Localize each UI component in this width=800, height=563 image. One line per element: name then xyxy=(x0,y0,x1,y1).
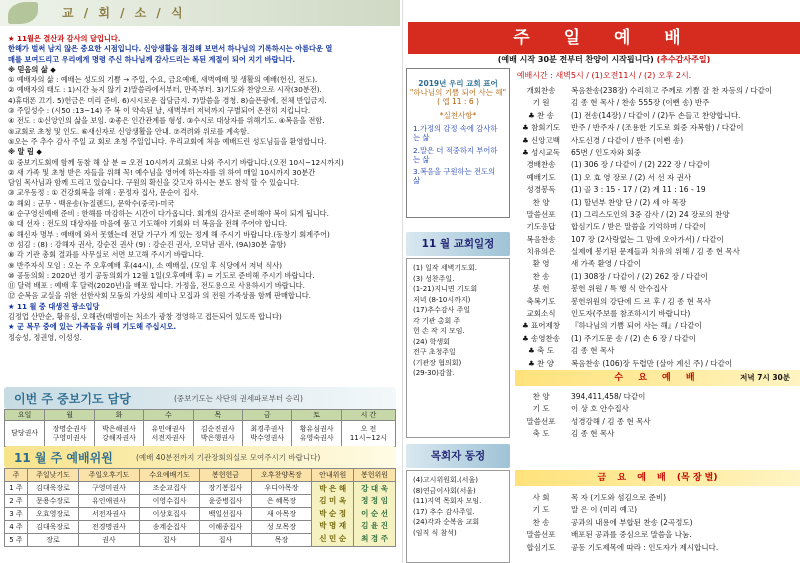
wednesday-row-label: 찬 양 xyxy=(532,392,550,401)
friday-row xyxy=(515,517,800,529)
schedule-list xyxy=(406,258,510,438)
sunday-row xyxy=(515,135,800,147)
wednesday-row-label: 축 도 xyxy=(532,429,550,439)
committee-cell: 유인애권사 xyxy=(79,495,140,508)
committee-head-cell: 주 xyxy=(5,469,28,482)
committee-cell: 이해종집사 xyxy=(200,521,251,534)
sunday-row-label: ♣ 찬 송 xyxy=(528,110,554,120)
committee-cell: 권사 xyxy=(79,534,140,547)
sunday-row-label: ♣ 찬 양 xyxy=(528,358,554,368)
committee-cell: 이영수집사 xyxy=(139,495,200,508)
committee-head-cell: 봉헌위원 xyxy=(354,469,396,482)
friday-row xyxy=(515,504,800,516)
committee-cell: 3 주 xyxy=(5,508,28,521)
sunday-row xyxy=(515,221,800,233)
wednesday-time: 저녁 7시 30분 xyxy=(740,373,790,382)
intercession-head-cell: 요일 xyxy=(5,410,45,421)
news-line: ⑧ 각 기관 총회 결과를 사무실로 서면 보고해 주시기 바랍니다. xyxy=(8,250,204,260)
sunday-row-content: (1) 전송(14장) / 다같이 / (2)두 손들고 찬양합니다. xyxy=(571,110,741,120)
friday-row-label: 기 도 xyxy=(532,505,550,515)
schedule-item: (1-21)지니면 기도회 xyxy=(413,285,478,293)
pastor-list xyxy=(406,470,510,563)
friday-title: 금 요 예 배 xyxy=(597,473,670,483)
sunday-row xyxy=(515,296,800,308)
sunday-row xyxy=(515,172,800,184)
wednesday-row-content: 김 종 현 목사 xyxy=(571,429,615,439)
friday-row xyxy=(515,542,800,554)
pastor-item: (11)지역 목회자 모임. xyxy=(413,497,482,505)
friday-row-content: 공과의 내용에 부합된 찬송 (2곡정도) xyxy=(571,517,693,527)
news-line: 4)휴대폰 끄기. 5)헌금은 미리 준비. 6)시시로운 잡담금지. 7)말씀을 경청. 8)슬픈광에, 전체 반입금지. xyxy=(8,95,327,105)
intercession-head-cell: 토 xyxy=(292,410,341,421)
wednesday-row-content: 394,411,458/ 다같이 xyxy=(571,392,646,401)
sunday-row xyxy=(515,197,800,209)
news-line: ④ 전도 : ①신앙인의 삶을 보임. ②좋은 인간관계를 형성. ③수시로 대상자를 위해기도. ④복음을 전함. xyxy=(8,116,325,126)
committee-cell: 구영미권사 xyxy=(79,482,140,495)
header-title: 교 / 회 / 소 / 식 xyxy=(62,6,186,20)
committee-cell: 5 주 xyxy=(5,534,28,547)
sunday-row xyxy=(515,358,800,370)
news-line: ⑩ 공동의회 : 2020년 정기 공동의회가 12월 1일(오후예배 후) = 기도로 준비해 주시기 바랍니다. xyxy=(8,270,315,280)
sunday-row-label: ♣ 표어제창 xyxy=(521,321,561,331)
practice-title: *실천사항* xyxy=(439,111,477,120)
sunday-row-content: 새 가족 환영 / 다같이 xyxy=(571,259,642,269)
sunday-row-content: 김 종 현 목사 / 찬송 555장 (이뻔 송) 반주 xyxy=(571,98,710,108)
sunday-row-label: 치유의은 xyxy=(526,247,556,257)
intercession-head-cell: 월 xyxy=(45,410,94,421)
news-line: ⑤교회로 초청 및 인도. ⑥새신자로 신앙생활을 안내. ⑦격려와 위로를 계속함. xyxy=(8,126,250,136)
sunday-row-content: (1) 그리스도인의 3중 감사 / (2) 24 장로의 찬양 xyxy=(571,209,730,219)
news-line: ★ 11 월 중 대생전 광소입당 xyxy=(8,301,100,311)
practice-item: 1.가정의 감정 속에 감사하는 삶 xyxy=(413,124,498,143)
intercession-cell: 김순진권사 박은행권사 xyxy=(193,421,242,447)
intercession-cell: 유민애권사 서전자권사 xyxy=(144,421,193,447)
committee-head-cell: 주일낮기도 xyxy=(27,469,78,482)
committee-cell: 은 혜목장 xyxy=(251,495,312,508)
news-line: ③ 주일성수 : (시50 :13~14) 주 복 이 약속된 날, 새벽부터 저녁까지 구별되어 온전히 지킵니다. xyxy=(8,106,311,116)
sunday-row xyxy=(515,209,800,221)
sunday-row xyxy=(515,271,800,283)
worship-committee-header xyxy=(4,446,396,468)
intercession-head-cell: 수 xyxy=(144,410,193,421)
friday-row xyxy=(515,492,800,504)
news-line: 김정업 산만순, 황유심, 오해관(태범이는 처소가 광창 경영하고 접든되어 있도록 합니다) xyxy=(8,312,282,322)
sunday-row-content: 반주 / 반주자 / (조용한 기도로 회중 자복함) / 다같이 xyxy=(571,123,744,133)
pastor-item: (24)각과 순복음 교회 xyxy=(413,518,480,526)
schedule-item: (기관장 협의회) xyxy=(413,358,462,367)
news-line: ⑦ 섬김 : (8) : 강해자 권사, 강순진 권사 (9) : 강순진 권사, 오덕남 권사, (9A)30분 출항) xyxy=(8,239,287,249)
committee-cell: 조순교집사 xyxy=(139,482,200,495)
motto-verse: "하나님의 기쁨 되어 사는 해" xyxy=(409,88,507,97)
sunday-row-content: 107 장 (2사랑없는 그 맘에 오아가서) / 다같이 xyxy=(571,234,724,244)
committee-cell: 집사 xyxy=(200,534,251,547)
sunday-row xyxy=(515,122,800,134)
news-line: ⑤오는 주 추수 감사 주일 교 회로 초청 주일입니다. 우리교회에 처음 예배드린 성도님들을 환영합니다. xyxy=(8,136,327,146)
intercession-head-cell: 목 xyxy=(193,410,242,421)
sunday-row-label: 말씀선포 xyxy=(526,209,556,219)
committee-cell: 김대욱장로 xyxy=(27,482,78,495)
sunday-row-content: 인도자(주보를 참조하시기 바랍니다) xyxy=(571,309,691,319)
sunday-row-label: 찬 송 xyxy=(532,271,550,281)
committee-cell: 성 모목장 xyxy=(251,521,312,534)
friday-row-content: 공동 기도제목에 따라 : 인도자가 제시합니다. xyxy=(571,542,719,552)
schedule-item: (17)추수감사 주일 xyxy=(413,306,471,314)
sunday-row-content: (1) 주기도문 송 / (2) 손 6 장 / 다같이 xyxy=(571,333,696,343)
offering-committee: 강 대 욱 정 정 임 이 순 선 김 윤 진 최 경 주 xyxy=(354,482,396,547)
sunday-row-label: ♣ 성시교독 xyxy=(521,147,561,157)
sunday-row xyxy=(515,246,800,258)
news-line: 매를 보여드리고 우리에게 명령 주신 하나님께 감사드리는 복된 계절이 되어 지기 바랍니다. xyxy=(8,54,296,64)
wednesday-row-label: 기 도 xyxy=(532,404,550,414)
committee-cell: 목장 xyxy=(251,534,312,547)
intercession-subtitle: (중보기도는 사단의 권세파로부터 승리) xyxy=(174,394,303,403)
sunday-note: (예배 시작 30분 전부터 찬양이 시작됩니다) xyxy=(497,55,654,64)
committee-cell: 장로 xyxy=(27,534,78,547)
friday-order xyxy=(515,492,800,554)
committee-row xyxy=(5,482,396,495)
schedule-item: 저녁 (8-10시까지) xyxy=(413,295,471,304)
committee-head-cell: 수요예배기도 xyxy=(139,469,200,482)
sunday-row xyxy=(515,333,800,345)
news-line: ① 예배자의 삶 : 예배는 성도의 기쁨 → 주일, 수요, 금요예배, 새벽예배 및 생활의 예배(헌신, 전도). xyxy=(8,75,318,85)
committee-cell: 송계순집사 xyxy=(139,521,200,534)
intercession-section-header xyxy=(4,387,396,409)
committee-head-cell: 주일오후기도 xyxy=(79,469,140,482)
schedule-item: 각 기관 총회 주 xyxy=(413,316,461,325)
pastor-item: (4)고시위원회.(서울) xyxy=(413,476,478,484)
news-line: ⑤ 대 선자 : 전도의 대상자를 마음에 품고 기도해야 기회와 더 복음을 전해 주어야 합니다. xyxy=(8,219,288,229)
news-line: ② 해외 : 군무 - 백운송(뉴질랜드), 문학수(중국)-미국 xyxy=(8,198,175,208)
committee-cell: 문용수장로 xyxy=(27,495,78,508)
schedule-item: 헌 손 작 지 모임. xyxy=(413,327,465,335)
sunday-row-label: 교회소식 xyxy=(526,309,556,319)
sunday-row-content: 봉헌위원의 강단에 드 르 후 / 김 종 현 목사 xyxy=(571,296,711,306)
news-line: ⑨ 반주자식 모임 : 오는 주 오후예배 후(44시), 소 예배실, (모임 후 식당에서 저녁 식사) xyxy=(8,260,283,270)
news-line: ③ 교우동정 : ① 건강회복을 위해 : 문정자 집사, 문순이 집사. xyxy=(8,188,199,198)
wednesday-row xyxy=(515,403,800,415)
sunday-row-content: 『하나님의 기쁨 되어 사는 해』/ 다같이 xyxy=(571,321,702,331)
intercession-cell: 담당권사 xyxy=(5,421,45,447)
sunday-row-label: 환 영 xyxy=(532,259,550,269)
service-times: 예배시간 : 새벽5시 / (1)오전11시 / (2) 오후 2시. xyxy=(516,71,692,80)
schedule-item: (3) 성찬주일. xyxy=(413,274,455,283)
news-line: ⑥ 해신자 명부 : 예배에 와서 못했는데 전달 가구가 게 있는 정계 해 주시기 바랍니다.(동창기 회계주어) xyxy=(8,229,330,239)
motto-box xyxy=(406,68,510,218)
sunday-row xyxy=(515,345,800,357)
practice-item: 3.복음을 구원하는 전도의 삶 xyxy=(413,167,496,186)
schedule-item: (24) 학생회 xyxy=(413,337,450,346)
wednesday-order xyxy=(515,391,800,441)
sunday-row-label: 기 원 xyxy=(532,98,550,108)
sunday-row-content: 김 종 현 목사 xyxy=(571,346,615,356)
sunday-row xyxy=(515,159,800,171)
sunday-row-content: 봉헌 위원 / 특 행 식 안수집사 xyxy=(571,284,668,294)
intercession-head-cell: 금 xyxy=(243,410,292,421)
intercession-cell: 황유심권사 유영숙권사 xyxy=(292,421,341,447)
guide-committee: 박 은 해 김 미 옥 박 순 정 박 명 재 신 민 순 xyxy=(312,482,354,547)
sunday-row xyxy=(515,110,800,122)
friday-row-content: 목 자 (기도와 섬김으로 준비) xyxy=(571,493,667,502)
committee-head-cell: 봉헌헌금 xyxy=(200,469,251,482)
worship-committee-table xyxy=(4,468,396,547)
news-line: ① 중보기도회에 함께 동참 해 살 분 = 오전 10시까지 교회로 나와 주시기 바랍니다.(오전 10시~12시까지) xyxy=(8,157,344,167)
friday-row-label: 합심기도 xyxy=(526,542,556,552)
committee-cell: 서전자권사 xyxy=(79,508,140,521)
news-line: ② 새 가족 및 초청 받은 자들을 위해 꼭! 예수님을 영어에 하는자를 위 하여 매일 10시까지 30분간 xyxy=(8,167,316,177)
wednesday-row-content: 성경강해 / 김 종 현 목사 xyxy=(571,416,651,426)
friday-row-content: 말 은 이 (미리 예고) xyxy=(571,505,638,515)
friday-row-label: 말씀선포 xyxy=(526,530,556,540)
committee-cell: 백일선집사 xyxy=(200,508,251,521)
schedule-item: (1) 일작 세벽기도회. xyxy=(413,264,477,272)
sunday-row-content: (1) 오 효 영 장로 / (2) 서 선 자 권사 xyxy=(571,172,692,182)
sunday-row-label: 복음찬송 xyxy=(526,234,556,244)
motto-ref: ( 엡 11 : 6 ) xyxy=(437,97,479,106)
sunday-row-content: 65번 / 인도자와 회중 xyxy=(571,147,641,157)
friday-row-content: 배포된 공과를 중심으로 말씀을 나눔. xyxy=(571,530,692,540)
committee-cell: 윤중병집사 xyxy=(200,495,251,508)
sunday-row xyxy=(515,283,800,295)
intercession-table xyxy=(4,409,396,447)
sunday-row-label: 개회찬송 xyxy=(526,86,556,95)
committee-cell: 장기봉집사 xyxy=(200,482,251,495)
committee-cell: 김대욱장로 xyxy=(27,521,78,534)
intercession-head-cell: 화 xyxy=(94,410,143,421)
practice-item: 2.말은 더 적중하지 부어하는 삶 xyxy=(413,145,498,164)
news-line: ⑫ 순복음 교실을 위한 선한사회 모둠의 가상의 세미나 모집과 의 전원 가족상품 함께 판매합니다. xyxy=(8,291,312,301)
sunday-row-content: 실제에 봉기된 문제들과 치유의 위해 / 김 종 현 목사 xyxy=(571,247,740,257)
header-banner xyxy=(0,0,400,26)
friday-row-label: 사 회 xyxy=(532,493,550,502)
committee-cell: 새 아목장 xyxy=(251,508,312,521)
sunday-worship-subtitle xyxy=(408,54,800,66)
news-line: ② 예배자의 태도 : 1)시간 늦지 않기 2)말씀라에서부터, 만족부터. 3)기도와 찬양으로 시작(30분전). xyxy=(8,85,322,95)
news-line: ⑪ 달력 배포 : 예배 후 달력(2020년)을 배포 합니다. 가정을, 전도용으로 사용하시기 바랍니다. xyxy=(8,281,305,291)
pastor-title: 목회자 동정 xyxy=(406,444,510,468)
sunday-row-label: 기도응답 xyxy=(526,222,556,232)
news-line: 담임 목사님과 함께 드리고 있습니다. 구원의 확신을 갖고자 하시는 분도 참석 할 수 있습니다. xyxy=(8,178,300,188)
pastor-item: (임직 식 참석) xyxy=(413,528,457,537)
sunday-row xyxy=(515,320,800,332)
sunday-row-label: ♣ 참회기도 xyxy=(521,123,561,133)
committee-head-cell: 오후찬양목장 xyxy=(251,469,312,482)
pastor-item: (8)연금이사회(서울) xyxy=(413,486,476,495)
wednesday-row xyxy=(515,391,800,403)
committee-head-cell: 안내위원 xyxy=(312,469,354,482)
sunday-row-content: (1) 할년부 찬양 단 / (2) 세 아 목장 xyxy=(571,197,687,207)
wednesday-row xyxy=(515,416,800,428)
wednesday-row-content: 이 상 호 안수집사 xyxy=(571,404,629,414)
sunday-row xyxy=(515,258,800,270)
intercession-title: 이번 주 중보기도 담당 xyxy=(14,392,131,406)
sunday-row-label: ♣ 송영찬송 xyxy=(521,333,561,343)
committee-cell: 4 주 xyxy=(5,521,28,534)
sunday-worship-title: 주 일 예 배 xyxy=(408,22,800,54)
sunday-row-label: 예배기도 xyxy=(526,172,556,182)
news-line: 한해가 벌써 남지 않은 중요한 시점입니다. 신앙생활을 점검해 보면서 하나님의 기록하시는 아름다운 열 xyxy=(8,44,333,54)
intercession-cell: 최경주권사 박수영권사 xyxy=(243,421,292,447)
wednesday-title-band xyxy=(515,370,800,386)
page-divider xyxy=(402,0,403,563)
sunday-row xyxy=(515,184,800,196)
intercession-cell: 박은해권사 강해자권사 xyxy=(94,421,143,447)
intercession-head-cell: 시 간 xyxy=(341,410,395,421)
sunday-row-content: 합심기도 / 받은 말씀을 기억하며 / 다같이 xyxy=(571,222,707,232)
schedule-item: (29-30)감찰. xyxy=(413,369,455,377)
committee-cell: 오효영장로 xyxy=(27,508,78,521)
sunday-row xyxy=(515,147,800,159)
news-line: ④ 순구영신예배 준비 : 한해를 마감하는 시간이 다가옵니다. 회개의 감사로 준비해야 복이 되게 됩니다. xyxy=(8,209,329,219)
committee-cell: 우디아목장 xyxy=(251,482,312,495)
committee-cell: 이상호집사 xyxy=(139,508,200,521)
sunday-row-label: 성경봉독 xyxy=(526,185,556,195)
sunday-row xyxy=(515,308,800,320)
sunday-row xyxy=(515,97,800,109)
wednesday-row xyxy=(515,428,800,440)
committee-cell: 1 주 xyxy=(5,482,28,495)
schedule-item: 전구 초청주일 xyxy=(413,348,456,356)
schedule-title: 11 월 교회일정 xyxy=(406,232,510,256)
news-line: ★ 11월은 결산과 감사의 달입니다. xyxy=(8,34,121,43)
sunday-order xyxy=(515,85,800,370)
friday-row-label: 찬 송 xyxy=(532,517,550,527)
wednesday-row-label: 말씀선포 xyxy=(526,416,556,426)
thanksgiving-label: (추수감사주일) xyxy=(656,55,711,64)
committee-cell: 전경명권사 xyxy=(79,521,140,534)
sunday-row xyxy=(515,85,800,97)
worship-committee-title: 11 월 주 예배위원 xyxy=(14,451,113,465)
sunday-row-content: (1) 골 3 : 15 - 17 / (2) 계 11 : 16 - 19 xyxy=(571,185,706,195)
friday-subtitle: (목 장 별) xyxy=(676,473,718,483)
sunday-row-label: ♣ 축 도 xyxy=(528,346,554,356)
committee-cell: 2 주 xyxy=(5,495,28,508)
sunday-row-content: (1) 306 장 / 다같이 / (2) 222 장 / 다같이 xyxy=(571,160,711,170)
sunday-row-label: ♣ 신앙고백 xyxy=(521,135,561,145)
pastor-item: (17) 추수 감사주일. xyxy=(413,507,475,516)
sunday-row-label: 봉 헌 xyxy=(532,284,550,294)
sunday-row-label: 경배찬송 xyxy=(526,160,556,170)
sunday-row-label: 축복기도 xyxy=(526,296,556,306)
sunday-row-content: 복음찬송(238장) 수리히고 주께로 기쁨 잘 찬 자등의 / 다같이 xyxy=(571,86,773,95)
friday-title-band xyxy=(515,470,800,486)
motto-title: 2019년 우리 교회 표어 xyxy=(418,79,498,88)
intercession-cell: 오 전 11시~12시 xyxy=(341,421,395,447)
news-line: ※ 알 림 ◆ xyxy=(8,147,42,157)
news-line: ★ 군 복무 중에 있는 가족들을 위해 기도해 주십시오. xyxy=(8,322,177,332)
friday-row xyxy=(515,529,800,541)
intercession-cell: 장명순권사 구영미권사 xyxy=(45,421,94,447)
sunday-row xyxy=(515,234,800,246)
church-news xyxy=(8,34,396,343)
sunday-row-content: 사도신경 / 다같이 / 반주 (이뻔 송) xyxy=(571,135,684,145)
wednesday-title: 수 요 예 배 xyxy=(614,373,701,383)
sunday-row-content: (1) 308장 / 다같이 / (2) 262 장 / 다같이 xyxy=(571,271,708,281)
committee-cell: 집사 xyxy=(139,534,200,547)
news-line: ※ 믿음의 삶 ◆ xyxy=(8,64,56,74)
leaf-icon xyxy=(8,2,38,24)
sunday-row-content: 복음찬송 (106)장 두렵만 (살아 계신 주) / 다같이 xyxy=(571,358,733,368)
worship-committee-subtitle: (예배 40분전까지 기관장회의실로 모여주시기 바랍니다) xyxy=(136,453,321,462)
news-line: 정승성, 정권영, 이성성. xyxy=(8,332,82,342)
sunday-row-label: 찬 양 xyxy=(532,197,550,207)
